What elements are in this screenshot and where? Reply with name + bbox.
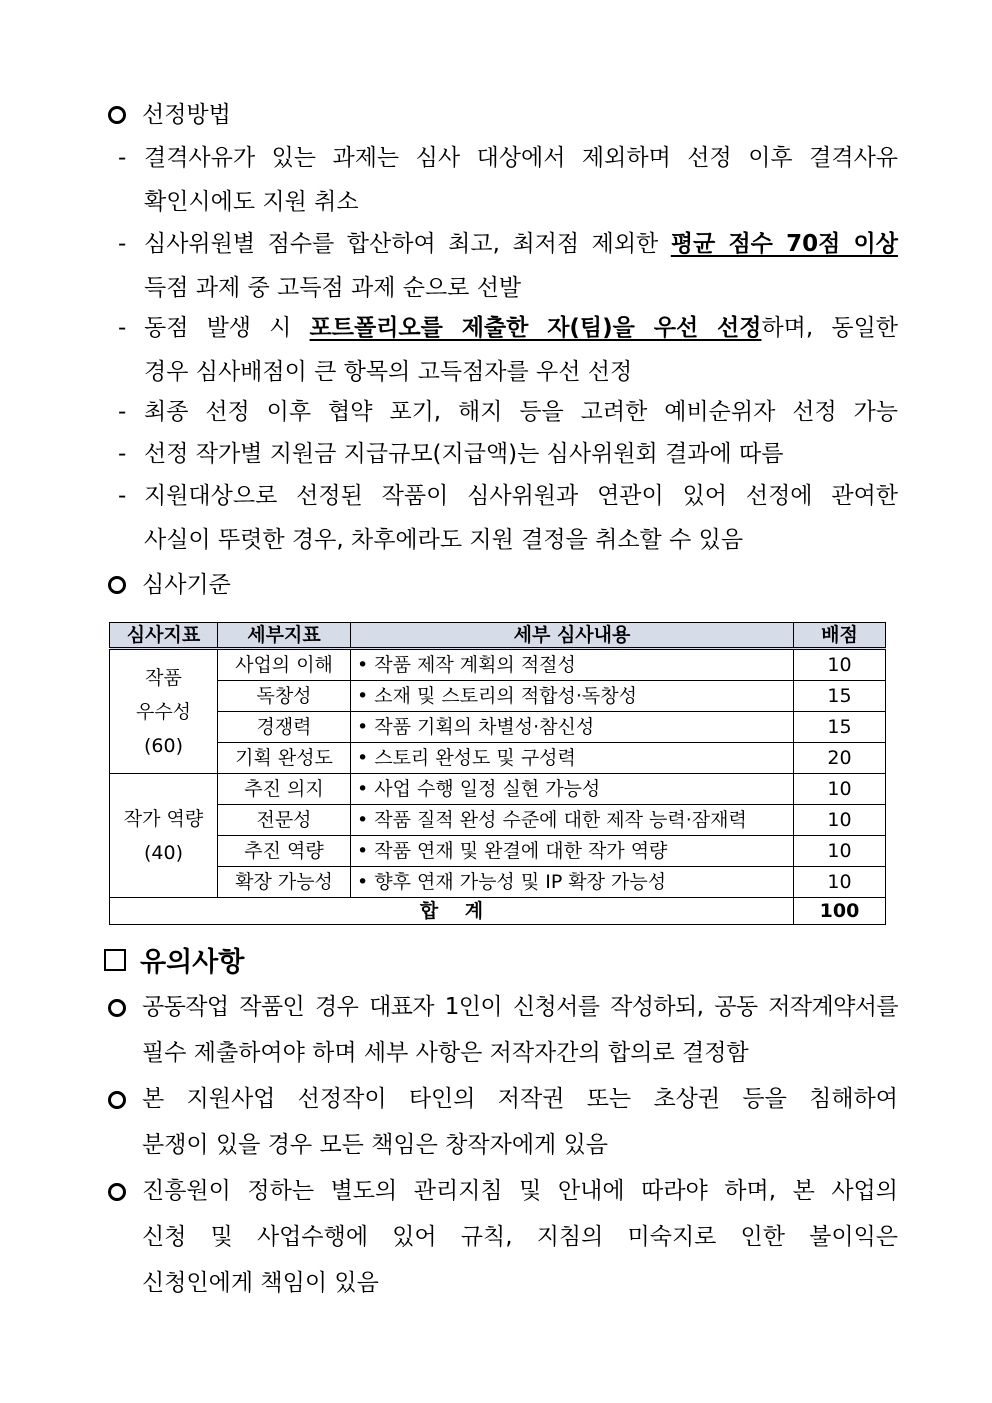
note-item-3 (108, 1168, 898, 1306)
score-cell: 10 (794, 649, 886, 681)
table-row (110, 805, 886, 836)
group-label-line: 작품 (145, 666, 182, 689)
detail-content: • 향후 연재 가능성 및 IP 확장 가능성 (351, 867, 794, 898)
column-header: 배점 (794, 623, 886, 649)
underlined-emphasis: 평균 점수 70점 이상 (670, 231, 898, 257)
selection-item-3 (118, 306, 898, 394)
detail-text: 작품 질적 완성 수준에 대한 제작 능력·잠재력 (374, 809, 747, 831)
score-cell: 15 (794, 681, 886, 712)
sub-indicator: 기획 완성도 (218, 743, 351, 774)
group-label-line: (60) (143, 734, 183, 757)
selection-heading (108, 100, 231, 130)
text-line: 분쟁이 있을 경우 모든 책임은 창작자에게 있음 (142, 1132, 609, 1158)
table-row (110, 743, 886, 774)
detail-content: • 사업 수행 일정 실현 가능성 (351, 774, 794, 805)
total-label: 합 계 (110, 898, 794, 925)
detail-content: • 작품 질적 완성 수준에 대한 제작 능력·잠재력 (351, 805, 794, 836)
sub-indicator: 전문성 (218, 805, 351, 836)
circle-bullet-icon (108, 999, 126, 1017)
selection-item-5 (118, 432, 898, 476)
note-item-1 (108, 984, 898, 1076)
underlined-emphasis: 포트폴리오를 제출한 자(팀)을 우선 선정 (309, 315, 762, 341)
detail-content: • 소재 및 스토리의 적합성·독창성 (351, 681, 794, 712)
text-run: 심사위원별 점수를 합산하여 최고, 최저점 제외한 (144, 231, 671, 257)
dash-bullet-icon: - (118, 315, 127, 341)
text-run: 하며, 동일한 (761, 315, 899, 341)
square-bullet-icon (104, 949, 126, 971)
circle-bullet-icon (108, 1183, 126, 1201)
group-label-author-capability (110, 774, 218, 898)
selection-item-1 (118, 136, 898, 224)
table-header-row (110, 623, 886, 649)
text-line: 본 지원사업 선정작이 타인의 저작권 또는 초상권 등을 침해하여 (142, 1086, 898, 1112)
detail-text: 소재 및 스토리의 적합성·독창성 (374, 685, 637, 707)
detail-text: 스토리 완성도 및 구성력 (374, 747, 576, 769)
text-line: 진흥원이 정하는 별도의 관리지침 및 안내에 따라야 하며, 본 사업의 (142, 1178, 898, 1204)
sub-indicator: 추진 의지 (218, 774, 351, 805)
text-line: 결격사유가 있는 과제는 심사 대상에서 제외하며 선정 이후 결격사유 (144, 145, 898, 171)
circle-bullet-icon (108, 106, 126, 124)
detail-content: • 작품 기획의 차별성·참신성 (351, 712, 794, 743)
text-run: 동점 발생 시 (144, 315, 310, 341)
dash-bullet-icon: - (118, 231, 127, 257)
table-row (110, 867, 886, 898)
score-cell: 10 (794, 805, 886, 836)
dash-bullet-icon: - (118, 145, 127, 171)
text-line: 최종 선정 이후 협약 포기, 해지 등을 고려한 예비순위자 선정 가능 (144, 399, 898, 425)
detail-content: • 작품 제작 계획의 적절성 (351, 649, 794, 681)
text-line: 경우 심사배점이 큰 항목의 고득점자를 우선 선정 (144, 359, 633, 385)
sub-indicator: 경쟁력 (218, 712, 351, 743)
group-label-line: 우수성 (135, 700, 192, 723)
dash-bullet-icon: - (118, 441, 127, 467)
circle-bullet-icon (108, 1091, 126, 1109)
sub-indicator: 독창성 (218, 681, 351, 712)
text-line: 필수 제출하여야 하며 세부 사항은 저작자간의 합의로 결정함 (142, 1040, 749, 1066)
column-header: 세부 심사내용 (351, 623, 794, 649)
column-header: 심사지표 (110, 623, 218, 649)
group-label-work-excellence (110, 649, 218, 774)
selection-heading-text: 선정방법 (142, 102, 231, 128)
score-cell: 20 (794, 743, 886, 774)
table-row (110, 649, 886, 681)
notes-heading-text: 유의사항 (140, 947, 245, 978)
sub-indicator: 추진 역량 (218, 836, 351, 867)
text-line: 지원대상으로 선정된 작품이 심사위원과 연관이 있어 선정에 관여한 (144, 483, 898, 509)
text-line: 확인시에도 지원 취소 (144, 189, 359, 215)
total-score: 100 (794, 898, 886, 925)
criteria-table (109, 622, 886, 925)
text-line: 득점 과제 중 고득점 과제 순으로 선발 (144, 275, 522, 301)
detail-content: • 스토리 완성도 및 구성력 (351, 743, 794, 774)
detail-content: • 작품 연재 및 완결에 대한 작가 역량 (351, 836, 794, 867)
note-item-2 (108, 1076, 898, 1168)
circle-bullet-icon (108, 576, 126, 594)
column-header: 세부지표 (218, 623, 351, 649)
table-row (110, 774, 886, 805)
detail-text: 향후 연재 가능성 및 IP 확장 가능성 (374, 871, 667, 893)
table-row (110, 836, 886, 867)
selection-item-4 (118, 390, 898, 434)
score-cell: 10 (794, 867, 886, 898)
dash-bullet-icon: - (118, 483, 127, 509)
sub-indicator: 사업의 이해 (218, 649, 351, 681)
score-cell: 15 (794, 712, 886, 743)
text-line: 공동작업 작품인 경우 대표자 1인이 신청서를 작성하되, 공동 저작계약서를 (142, 994, 898, 1020)
score-cell: 10 (794, 774, 886, 805)
detail-text: 사업 수행 일정 실현 가능성 (374, 778, 601, 800)
detail-text: 작품 기획의 차별성·참신성 (374, 716, 595, 738)
text-line: 신청 및 사업수행에 있어 규칙, 지침의 미숙지로 인한 불이익은 (142, 1224, 898, 1250)
notes-heading (104, 940, 244, 979)
detail-text: 작품 제작 계획의 적절성 (374, 654, 576, 676)
table-row (110, 712, 886, 743)
text-line: 신청인에게 책임이 있음 (142, 1270, 379, 1296)
criteria-heading (108, 570, 231, 600)
table-row (110, 681, 886, 712)
criteria-heading-text: 심사기준 (142, 572, 231, 598)
selection-item-6 (118, 474, 898, 562)
score-cell: 10 (794, 836, 886, 867)
sub-indicator: 확장 가능성 (218, 867, 351, 898)
total-row (110, 898, 886, 925)
text-line: 선정 작가별 지원금 지급규모(지급액)는 심사위원회 결과에 따름 (144, 441, 784, 467)
text-line: 사실이 뚜렷한 경우, 차후에라도 지원 결정을 취소할 수 있음 (144, 527, 744, 553)
dash-bullet-icon: - (118, 399, 127, 425)
selection-item-2 (118, 222, 898, 310)
group-label-line: 작가 역량 (123, 807, 204, 830)
group-label-line: (40) (143, 841, 183, 864)
detail-text: 작품 연재 및 완결에 대한 작가 역량 (374, 840, 668, 862)
